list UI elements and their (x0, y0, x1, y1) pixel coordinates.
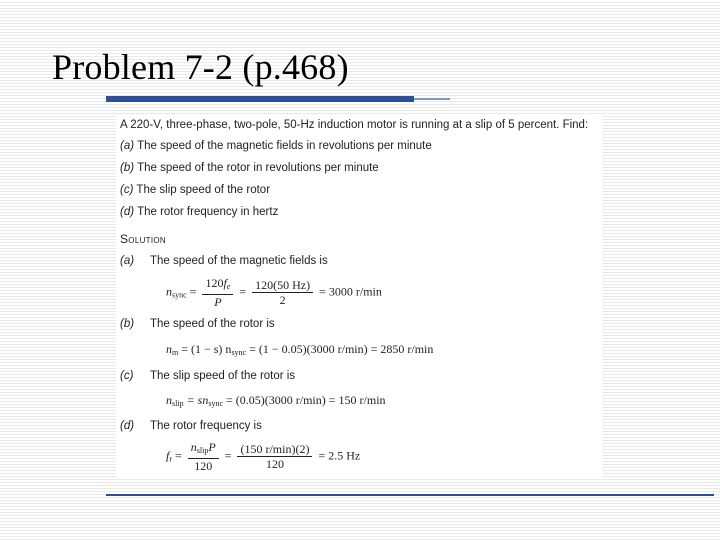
slide-title: Problem 7-2 (p.468) (52, 47, 349, 87)
problem-part-a (120, 140, 432, 152)
problem-image-panel (116, 116, 602, 478)
problem-part-d (120, 206, 278, 218)
part-text: The slip speed of the rotor (136, 184, 271, 196)
equation-rotor-speed: $n_m = (1 - s) n_{sync} = (1 - 0.05)(3000$ r/min) = 2850 r/min (166, 342, 434, 357)
solution-part-b (120, 318, 275, 330)
problem-statement: A 220-V, three-phase, two-pole, 50-Hz induction motor is running at a slip of 5 percent. Find: (120, 119, 589, 131)
part-label: (d) (120, 420, 135, 432)
solution-heading: Solution (120, 232, 166, 246)
equation-slip-speed: $n_{slip} = sn_{sync} = (0.05)(3000$ r/min) = 150 r/min (166, 393, 386, 408)
part-label: (b) (120, 162, 135, 174)
title-underline-accent (414, 98, 450, 100)
part-label: (b) (120, 318, 135, 330)
title-underline (106, 96, 414, 102)
solution-part-a (120, 255, 328, 267)
part-label: (a) (120, 140, 135, 152)
equation-rotor-frequency: $f_r$ = $\frac{n_{slip}P}{120}$ = $\frac{(150 r/\min)(2)}{120}$ = 2.5 Hz (166, 440, 361, 473)
part-label: (c) (120, 184, 134, 196)
fraction-values: $\frac{120(50 Hz)}{2}$ (252, 278, 313, 307)
problem-part-b (120, 162, 379, 174)
part-text: The speed of the magnetic fields in revolutions per minute (137, 140, 432, 152)
part-text: The speed of the magnetic fields is (150, 255, 328, 267)
fraction-formula: $\frac{120f_e}{P}$ (202, 276, 233, 309)
fraction-formula: $\frac{n_{slip}P}{120}$ (188, 440, 219, 473)
part-text: The slip speed of the rotor is (150, 370, 296, 382)
fraction-values: $\frac{(150 r/\min)(2)}{120}$ (237, 442, 312, 471)
part-text: The rotor frequency is (150, 420, 262, 432)
part-label: (d) (120, 206, 135, 218)
equation-sync-speed: $n_{sync}$ = $\frac{120f_e}{P}$ = $\frac{120(50 Hz)}{2}$ = 3000 r/min (166, 276, 382, 309)
footer-rule (106, 494, 714, 496)
part-text: The rotor frequency in hertz (137, 206, 279, 218)
problem-part-c (120, 184, 270, 196)
solution-part-c (120, 370, 295, 382)
part-text: The speed of the rotor is (150, 318, 275, 330)
solution-part-d (120, 420, 262, 432)
part-text: The speed of the rotor in revolutions per minute (137, 162, 379, 174)
part-label: (a) (120, 255, 135, 267)
part-label: (c) (120, 370, 134, 382)
